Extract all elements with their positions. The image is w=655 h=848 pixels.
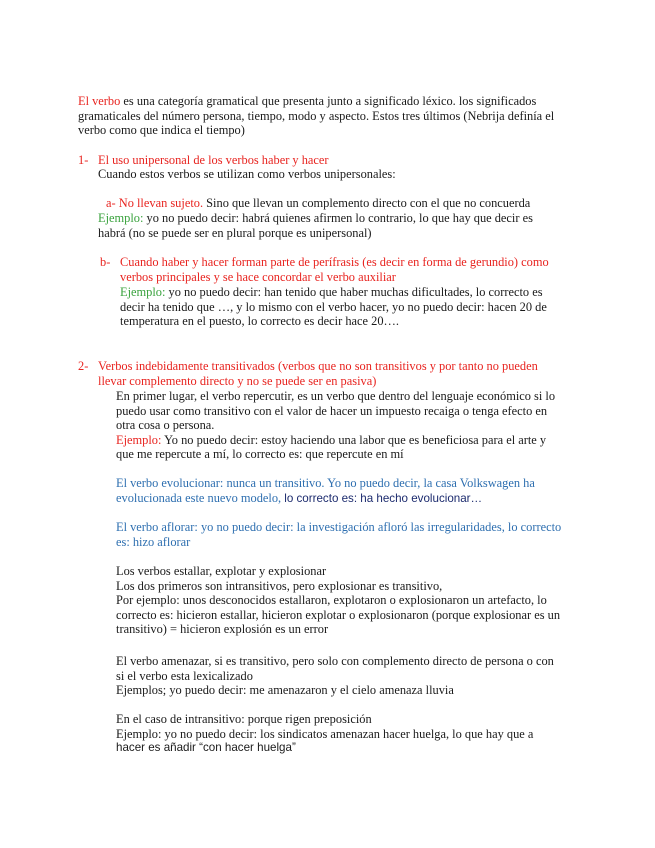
amenazar-paragraph: El verbo amenazar, si es transitivo, pero solo con complemento directo de persona o con si el verbo esta lexicalizado Ejemplos; yo puedo decir: me amenazaron y el cielo amenaza lluvia xyxy=(116,654,554,698)
item-b-marker: b- xyxy=(100,255,111,269)
repercutir-example-label: Ejemplo: xyxy=(116,432,162,447)
item-a-line: a- No llevan sujeto. Sino que llevan un complemento directo con el que no concuerda xyxy=(106,196,531,210)
estallar-paragraph: Los verbos estallar, explotar y explosionar Los dos primeros son intransitivos, pero explosionar es transitivo, Por ejemplo: unos desconocidos estallaron, explotaron o explosionaron un artefacto, lo correcto es: hicieron estallar, hicieron explotar o explosionaron (porque explosionar es un transitivo) = hicieron explosión es un error xyxy=(116,564,561,637)
item-a-marker: a- xyxy=(106,196,116,210)
intro-line-2: gramaticales del número persona, tiempo, modo y aspecto. Estos tres últimos (Nebrija definía el xyxy=(78,108,555,123)
aflorar-paragraph: El verbo aflorar: yo no puedo decir: la investigación afloró las irregularidades, lo correcto es: hizo aflorar xyxy=(116,520,562,549)
intro-paragraph xyxy=(78,94,554,138)
item-b-title: b- Cuando haber y hacer forman parte de perífrasis (es decir en forma de gerundio) como verbos principales y se hace concordar el verbo auxiliar xyxy=(100,255,549,284)
item-a-example: Ejemplo: yo no puedo decir: habrá quienes afirmen lo contrario, lo que hay que decir es habrá (no se puede ser en plural porque es unipersonal) xyxy=(98,211,533,240)
repercutir-paragraph: En primer lugar, el verbo repercutir, es un verbo que dentro del lenguaje económico si lo puedo usar como transitivo con el valor de hacer un impuesto recaiga o tenga efecto en otra cosa o persona. Ejemplo: Yo no puedo decir: estoy haciendo una labor que es beneficiosa para el arte y que me repercute a mí, lo correcto es: que repercute en mí xyxy=(116,389,556,462)
item-b-example-label: Ejemplo: xyxy=(120,285,166,299)
evolucionar-paragraph: El verbo evolucionar: nunca un transitivo. Yo no puedo decir, la casa Volkswagen ha evolucionada este nuevo modelo, lo correcto es: ha hecho evolucionar… xyxy=(116,476,535,505)
section-1-subtitle: Cuando estos verbos se utilizan como verbos unipersonales: xyxy=(98,167,396,181)
section-2-number: 2- xyxy=(78,359,89,373)
evolucionar-correction: lo correcto es: ha hecho evolucionar… xyxy=(284,491,483,505)
intro-term: El verbo xyxy=(78,94,121,108)
section-1-number: 1- xyxy=(78,153,89,167)
item-a-title: No llevan sujeto. xyxy=(118,196,204,210)
intro-line-1: El verbo es una categoría gramatical que presenta junto a significado léxico. los significados xyxy=(78,94,537,108)
section-2-heading: 2- Verbos indebidamente transitivados (verbos que no son transitivos y por tanto no pueden llevar complemento directo y no se puede ser en pasiva) xyxy=(78,359,538,388)
intro-line-3: verbo como que indica el tiempo) xyxy=(78,123,245,138)
section-1-heading xyxy=(78,153,329,168)
item-b-example: Ejemplo: yo no puedo decir: han tenido que haber muchas dificultades, lo correcto es decir ha tenido que …, y lo mismo con el verbo hacer, yo no puedo decir: hacen 20 de temperatura en el puesto, lo correcto es decir hace 20…. xyxy=(120,285,547,329)
item-a-example-label: Ejemplo: xyxy=(98,211,144,225)
intransitivo-correction: hacer es añadir “con hacer huelga” xyxy=(116,741,296,755)
intransitivo-paragraph: En el caso de intransitivo: porque rigen preposición Ejemplo: yo no puedo decir: los sindicatos amenazan hacer huelga, lo que hay que a hacer es añadir “con hacer huelga” xyxy=(116,712,534,755)
section-1-title: El uso unipersonal de los verbos haber y hacer xyxy=(98,153,329,167)
